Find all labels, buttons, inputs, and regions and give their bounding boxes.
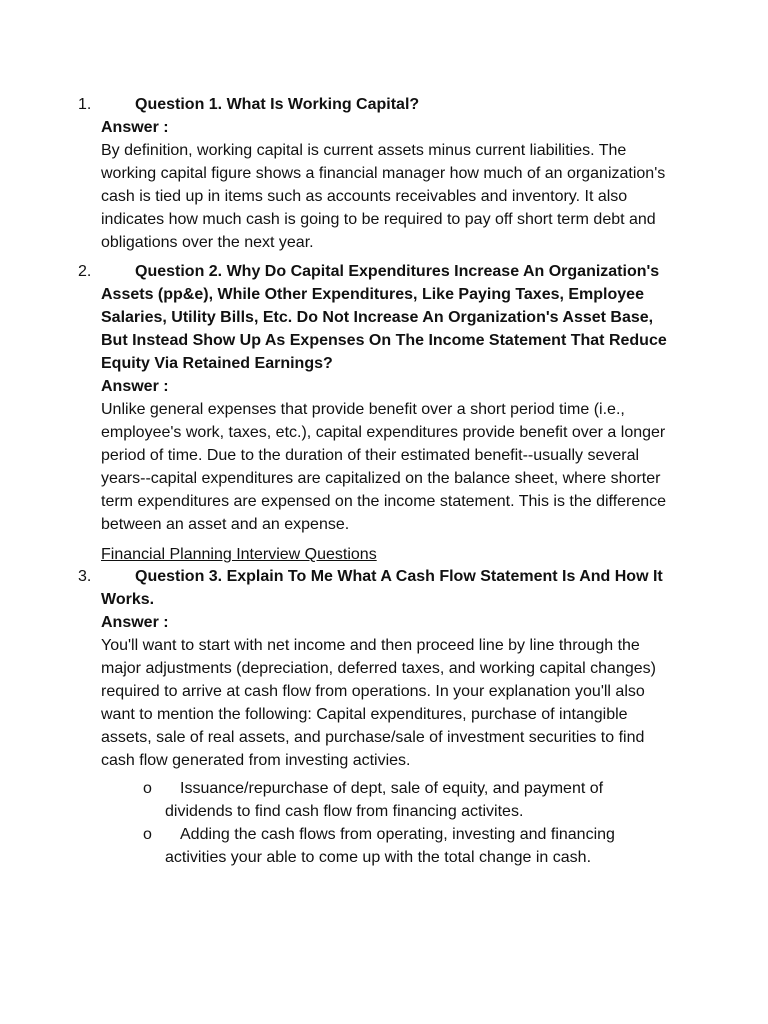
list-item [143,823,663,869]
question-item-1 [78,93,678,254]
answer-label: Answer : [101,378,169,395]
answer-label: Answer : [101,119,169,136]
list-number: 2. [78,263,92,280]
question-title: Question 2. Why Do Capital Expenditures Increase An Organization's Assets (pp&e), While Other Expenditures, Like Paying Taxes, Employee Salaries, Utility Bills, Etc. Do Not Increase An Organization's Asset Base, But Instead Show Up As Expenses On The Income Statement That Reduce Equity Via Retained Earnings? [101,263,667,372]
question-item-3 [78,565,678,772]
bullet-marker: o [143,780,152,797]
financial-planning-link[interactable]: Financial Planning Interview Questions [101,546,377,563]
list-item [143,777,663,823]
bullet-text: Adding the cash flows from operating, investing and financing activities your able to come up with the total change in cash. [165,826,615,866]
answer-label: Answer : [101,614,169,631]
list-number: 3. [78,568,92,585]
list-number: 1. [78,96,92,113]
bullet-list [143,777,663,869]
question-title: Question 1. What Is Working Capital? [135,96,420,113]
bullet-marker: o [143,826,152,843]
question-title: Question 3. Explain To Me What A Cash Flow Statement Is And How It Works. [101,568,663,608]
answer-text: Unlike general expenses that provide benefit over a short period time (i.e., employee's work, taxes, etc.), capital expenditures provide benefit over a longer period of time. Due to the duration of their estimated benefit--usually several years--capital expenditures are capitalized on the balance sheet, where shorter term expenditures are expensed on the income statement. This is the difference between an asset and an expense. [101,401,667,533]
bullet-text: Issuance/repurchase of dept, sale of equity, and payment of dividends to find cash flow from financing activites. [165,780,604,820]
answer-text: By definition, working capital is current assets minus current liabilities. The working capital figure shows a financial manager how much of an organization's cash is tied up in items such as accounts receivables and inventory. It also indicates how much cash is going to be required to pay off short term debt and obligations over the next year. [101,142,666,251]
answer-text: You'll want to start with net income and then proceed line by line through the major adjustments (depreciation, deferred taxes, and working capital changes) required to arrive at cash flow from operations. In your explanation you'll also want to mention the following: Capital expenditures, purchase of intangible assets, sale of real assets, and purchase/sale of investment securities to find cash flow generated from investing activies. [101,637,656,769]
question-item-2 [78,260,678,536]
